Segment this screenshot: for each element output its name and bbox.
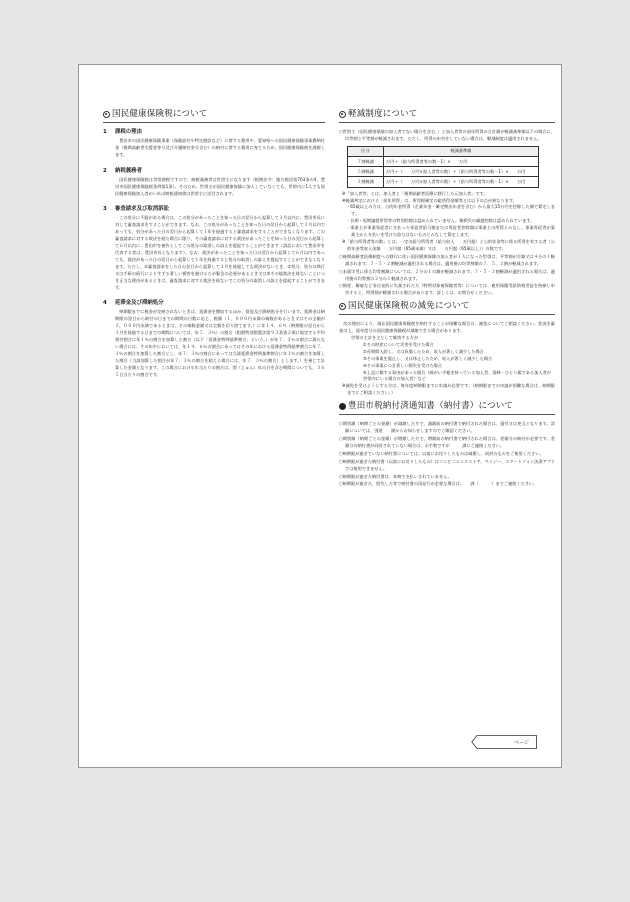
exemption-intro: 次の理由により、現在国民健康保険税を納付することが困難な場合は、減免についてご相談ください。状況を審査の上、現年度分の国民健康保険税が減額できる場合があります。 bbox=[339, 321, 555, 334]
reduction-bullet: ○未就学児に係る均等割額については、２分の１の額が軽減されます。７・５・２割軽減が適用される場合は、適用後の均等割の２分の１軽減されます。 bbox=[339, 268, 555, 281]
payment-bullet: ○納期限が過ぎた納付書は、本納で支払いされていません。 bbox=[339, 473, 452, 479]
circle-bullet-icon bbox=[339, 303, 346, 310]
table-header-category: 区分 bbox=[348, 146, 384, 156]
left-column bbox=[103, 109, 325, 378]
table-row: ７割軽減 万円＋（給与所得者等の数－1）× 万円 bbox=[348, 157, 539, 167]
reduction-bullet: ○倒産、解雇など非自発的に失業された方（特例対象被保険者等）については、雇用保険受給資格者証を持参し申告すると、所得割が軽減される場合があります。詳しくは、お問合せください。 bbox=[339, 283, 555, 296]
circle-bullet-icon bbox=[339, 111, 346, 118]
heading-rule bbox=[339, 122, 555, 123]
reduction-bullet: ○後期高齢者医療制度への移行に伴い国民健康保険の加入者が１人になった世帯は、平等割が半額又は４分の１軽減されます。７・５・２割軽減が適用される場合は、適用後の均等割額の７、５、２割が軽減されます。 bbox=[339, 253, 555, 266]
list-item: ①その財産について災害を受けた場合 bbox=[363, 341, 434, 347]
payment-bullet: ○納期限が過ぎた、紛失した等で納付書の再発行が必要な場合は、 課（ ）までご連絡ください。 bbox=[339, 481, 538, 487]
payment-bullet: ○納期限が過ぎていない納付書については、以前にお送りしたものは破棄し、同封のものをご使用ください。 bbox=[339, 450, 544, 456]
payment-bullet: ○納期限が過ぎた納付書（以前にお送りしたもの）はコンビニエンスストア、ペイジー、スマートフォン決済アプリでは使用できません。 bbox=[339, 458, 555, 471]
section-heading-exemption: 国民健康保険税の減免について bbox=[339, 301, 555, 312]
subsection-text-3: この処分に不服がある場合は、この処分があったことを知った日の翌日から起算して３月以内に、豊田市長に対して審査請求をすることができます。なお、この処分があったことを知った日の翌日から起算して３月以内であっても、処分があった日の翌日から起算して１年を経過すると審査請求をすることができなくなります。この審査請求に対する裁決を経た場合に限り、その審査請求に対する裁決があったことを知った日の翌日から起算して６月以内に、豊田市を被告としてこの処分の取消しの訴えを提起することができます（訴訟において豊田市を代表する者は、豊田市長となります）。なお、裁決があったことを知った日の翌日から起算して６月以内であっても、裁決があった日の翌日から起算して１年を経過すると処分の取消しの訴えを提起することができなくなります。ただし、①審査請求をした日の翌日から起算して３月を経過しても裁決がないとき、②処分、処分の執行又は手続の続行により生ずる著しい損害を避けるため緊急の必要があるとき又は③その他裁決を経ないことにつき正当な理由があるときは、審査請求に対する裁決を経ないでこの処分の取消しの訴えを提起することができます。 bbox=[115, 215, 325, 290]
page-label: ページ bbox=[514, 739, 529, 746]
subsection-text-2: 国民健康保険税は世帯課税ですので、納税義務者は世帯主になります（根拠法令：地方税法第703条の4、豊田市国民健康保険税条例第1条）。そのため、世帯主が国民健康保険に加入していなくても、世帯内に1人でも国民健康保険加入者がいれば納税通知書は世帯主に送付されます。 bbox=[115, 176, 325, 196]
subsection-title-4: 4 延滞金及び滞納処分 bbox=[103, 300, 164, 307]
section-heading-tax: 国民健康保険税について bbox=[103, 109, 325, 120]
table-header-threshold: 軽減基準額 bbox=[384, 146, 539, 156]
right-column bbox=[339, 109, 555, 488]
subsection-text-4: 納期限までに税金が完納されないときは、延滞金を徴収するほか、督促及び滞納処分を行います。延滞金は納期限の翌日から納付の日までの期間の日数に応じ、税額（１，０００円未満の端数があるとき又はその全額が２，０００円未満であるときは、その端数金額又は全額を切り捨てます。）に年１４．６％（納期限の翌日から１月を経過する日までの期間については、年７．３％）の割合（租税特別措置法第９３条第２項に規定する平均貸付割合に年１％の割合を加算した割合（以下「延滞金特例基準割合」という。）が年７．３％の割合に満たない場合には、その年中においては、年１４．６％の割合にあってはその年における延滞金特例基準割合に年７．３％の割合を加算した割合とし、年７．３％の割合にあっては当該延滞金特例基準割合に年１％の割合を加算した割合（当該加算した割合が年７．３％の割合を超える場合には、年７．３％の割合）とします。）を乗じて計算した金額となります。この場合における年当たりの割合は、閏（じゅん）年の日を含む期間についても、３６５日当たりの割合です。 bbox=[115, 309, 325, 377]
reduction-table bbox=[347, 146, 539, 188]
heading-rule bbox=[339, 314, 555, 315]
note-line: ・事業主が事業専従者に支払った専従者給与額または専従者控除額は事業主の所得とみなし、事業専従者が事業主から支払いを受けた給与はないものとみなして算定します。 bbox=[346, 225, 555, 238]
list-item: ⑤上記に類する事由があった場合（障がい手帳を持っている加入者、寡婦・ひとり親である加入者が世帯内にいる場合の加入者）など bbox=[363, 369, 551, 382]
note-line: ・65歳以上の方は、公的年金所得（企業年金・確定拠出年金を含む）から最大15万円を控除した額で算定します。 bbox=[346, 204, 555, 217]
note-line: ※軽減判定における「前年所得」は、所得税確定の総所得金額等とは以下の点が異なります。 bbox=[342, 197, 517, 203]
section-heading-reduction: 軽減制度について bbox=[339, 109, 555, 120]
reduction-intro: ○世帯主（国民健康保険の加入者でない場合を含む。）と加入者等の前年所得の合計額が軽減基準額以下の場合に、均等割と平等割が軽減されます。ただし、所得の申告をしていない場合は、軽減制度は適用されません。 bbox=[339, 129, 555, 141]
subsection-title-2: 2 納税義務者 bbox=[103, 167, 142, 174]
subsection-title-1: 1 課税の理由 bbox=[103, 129, 142, 135]
list-item: ③その事業を廃止し、又は休止したため、収入が著しく減少した場合 bbox=[363, 355, 493, 361]
table-row: ５割軽減 万円＋（ 万円×加入者等の数）＋（給与所得者等の数－1）× 万円 bbox=[348, 167, 539, 177]
section-heading-payment-slip: 豊田市税納付済通知書（納付書）について bbox=[339, 401, 555, 412]
heading-rule bbox=[339, 414, 555, 415]
exemption-note: ※減免を受けようとする方は、毎年度納期限までに申請が必要です。（納期限までの申請が困難な場合は、納期限までにご相談ください。） bbox=[342, 383, 555, 396]
table-row: ２割軽減 万円＋（ 万円×加入者等の数）＋（給与所得者等の数－1）× 万円 bbox=[348, 177, 539, 187]
subsection-text-1: 豊田市の国民健康保険事業（保険給付や特定健診など）に要する費用や、愛知県への国民健康保険事業費納付金（後期高齢者支援金等分及び介護納付金分含む）の納付に要する費用に充てるため、国民健康保険税を課税します。 bbox=[115, 138, 325, 157]
exemption-lead: 世帯の主計を主として維持する方が bbox=[351, 335, 419, 341]
circle-bullet-icon bbox=[103, 111, 110, 118]
filled-circle-icon bbox=[339, 403, 346, 410]
document-page bbox=[78, 64, 562, 768]
note-line: ※「加入者等」とは、加入者と「後期高齢者医療に移行した元加入者」です。 bbox=[342, 190, 488, 196]
payment-bullet: ○期別額（納期ごとの金額）が増額した方で、増額前の納付書で納付された場合は、差額分の納付が必要です。差額分の納付書が同封されていない場合は、お手数ですが 課にご連絡ください。 bbox=[339, 436, 555, 448]
note-line: ※「給与所得者等の数」とは、一定の給与所得者（給与収入 万円超）と公的年金等に係る所得を有する者（公的年金等収入金額 万円超（65歳未満）又は 万円超（65歳以上））の数です。 bbox=[342, 238, 555, 251]
heading-rule bbox=[103, 122, 325, 123]
list-item: ②長期間入院し、又は負傷したため、収入が著しく減少した場合 bbox=[363, 348, 484, 354]
payment-bullet: ○期別額（納期ごとの金額）が減額した方で、減額前の納付書で納付された場合は、還付又は充当となります。詳細については、別途 課からお知らせしますのでご確認ください。 bbox=[339, 421, 555, 434]
page-number-tab bbox=[471, 735, 537, 749]
note-line: ・長期・短期譲渡所得等の特別控除は認められていません。雑損失の繰越控除は認められています。 bbox=[346, 218, 535, 224]
subsection-title-3: 3 審査請求及び取消訴訟 bbox=[103, 206, 169, 213]
list-item: ④その事業につき著しい損失を受けた場合 bbox=[363, 362, 443, 368]
